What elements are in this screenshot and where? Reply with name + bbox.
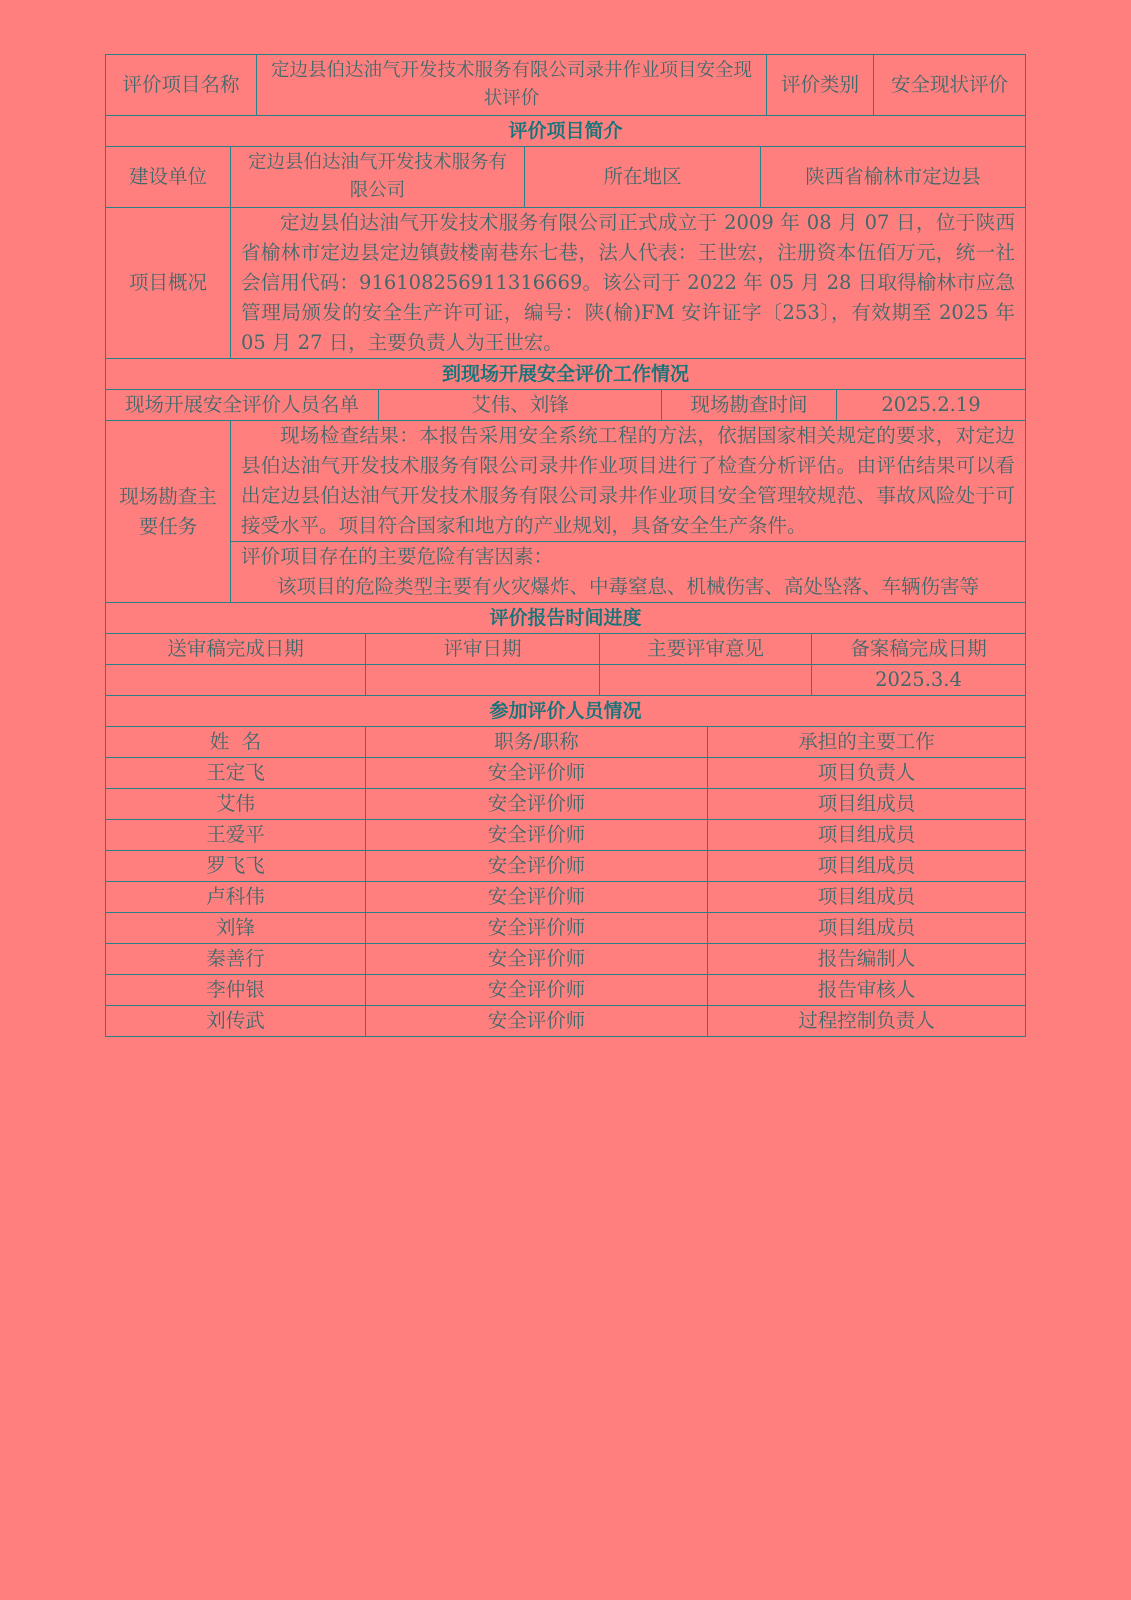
person-title: 安全评价师: [366, 851, 708, 882]
table-row: [106, 1006, 1026, 1037]
personnel-heading: 参加评价人员情况: [106, 696, 1026, 727]
construction-unit-row: [106, 147, 1026, 208]
review-date-header: 评审日期: [366, 634, 600, 665]
site-staff-label: 现场开展安全评价人员名单: [106, 390, 379, 421]
person-name: 艾伟: [106, 789, 366, 820]
duty-column-header: 承担的主要工作: [708, 727, 1026, 758]
project-name-value: 定边县伯达油气开发技术服务有限公司录井作业项目安全现状评价: [257, 55, 767, 116]
person-title: 安全评价师: [366, 944, 708, 975]
schedule-header-row: [106, 634, 1026, 665]
person-title: 安全评价师: [366, 789, 708, 820]
person-name: 卢科伟: [106, 882, 366, 913]
region-label: 所在地区: [525, 147, 761, 208]
submission-draft-date-header: 送审稿完成日期: [106, 634, 366, 665]
hazards-cell: [231, 542, 1026, 603]
category-value: 安全现状评价: [874, 55, 1026, 116]
person-role: 项目组成员: [708, 851, 1026, 882]
hazards-heading: 评价项目存在的主要危险有害因素：: [241, 545, 554, 568]
table-row: [106, 882, 1026, 913]
table-row: [106, 851, 1026, 882]
person-name: 王定飞: [106, 758, 366, 789]
site-staff-row: [106, 390, 1026, 421]
person-role: 报告编制人: [708, 944, 1026, 975]
review-opinion-header: 主要评审意见: [600, 634, 812, 665]
person-name: 罗飞飞: [106, 851, 366, 882]
person-role: 项目组成员: [708, 882, 1026, 913]
filing-draft-date-header: 备案稿完成日期: [812, 634, 1026, 665]
site-work-heading-row: [106, 359, 1026, 390]
person-name: 秦善行: [106, 944, 366, 975]
survey-tasks-row: [106, 421, 1026, 603]
project-name-label: 评价项目名称: [106, 55, 257, 116]
region-value: 陕西省榆林市定边县: [761, 147, 1026, 208]
person-role: 项目组成员: [708, 820, 1026, 851]
person-title: 安全评价师: [366, 758, 708, 789]
personnel-header-row: [106, 727, 1026, 758]
person-name: 刘锋: [106, 913, 366, 944]
survey-tasks-label: 现场勘查主要任务: [106, 421, 231, 603]
hazards-text: 该项目的危险类型主要有火灾爆炸、中毒窒息、机械伤害、高处坠落、车辆伤害等: [276, 575, 979, 598]
construction-unit-value: 定边县伯达油气开发技术服务有限公司: [231, 147, 525, 208]
project-name-row: [106, 55, 1026, 116]
evaluation-info-table: [105, 54, 1026, 1037]
name-column-header: 姓 名: [106, 727, 366, 758]
survey-time-value: 2025.2.19: [837, 390, 1026, 421]
person-name: 王爱平: [106, 820, 366, 851]
schedule-value-row: [106, 665, 1026, 696]
site-staff-value: 艾伟、刘锋: [379, 390, 662, 421]
table-row: [106, 975, 1026, 1006]
person-role: 报告审核人: [708, 975, 1026, 1006]
survey-result-text: 现场检查结果：本报告采用安全系统工程的方法，依据国家相关规定的要求，对定边县伯达油气开发技术服务有限公司录井作业项目进行了检查分析评估。由评估结果可以看出定边县伯达油气开发技术服务有限公司录井作业项目安全管理较规范、事故风险处于可接受水平。项目符合国家和地方的产业规划，具备安全生产条件。: [231, 421, 1026, 542]
table-row: [106, 789, 1026, 820]
table-row: [106, 913, 1026, 944]
person-role: 项目组成员: [708, 913, 1026, 944]
position-column-header: 职务/职称: [366, 727, 708, 758]
category-label: 评价类别: [767, 55, 874, 116]
person-title: 安全评价师: [366, 913, 708, 944]
survey-time-label: 现场勘查时间: [662, 390, 837, 421]
person-role: 过程控制负责人: [708, 1006, 1026, 1037]
person-title: 安全评价师: [366, 820, 708, 851]
person-name: 李仲银: [106, 975, 366, 1006]
filing-draft-date-value: 2025.3.4: [812, 665, 1026, 696]
submission-draft-date-value: [106, 665, 366, 696]
table-row: [106, 944, 1026, 975]
schedule-heading: 评价报告时间进度: [106, 603, 1026, 634]
person-role: 项目组成员: [708, 789, 1026, 820]
review-opinion-value: [600, 665, 812, 696]
project-overview-text: 定边县伯达油气开发技术服务有限公司正式成立于 2009 年 08 月 07 日，位于陕西省榆林市定边县定边镇鼓楼南巷东七巷，法人代表：王世宏，注册资本伍佰万元，统一社会信用代码：916108256911316669。该公司于 2022 年 05 月 28 日取得榆林市应急管理局颁发的安全生产许可证，编号：陕(榆)FM 安许证字〔253〕，有效期至 2025 年 05 月 27 日，主要负责人为王世宏。: [231, 208, 1026, 359]
site-work-heading: 到现场开展安全评价工作情况: [106, 359, 1026, 390]
intro-heading-row: [106, 116, 1026, 147]
review-date-value: [366, 665, 600, 696]
person-name: 刘传武: [106, 1006, 366, 1037]
schedule-heading-row: [106, 603, 1026, 634]
table-row: [106, 758, 1026, 789]
person-title: 安全评价师: [366, 882, 708, 913]
project-overview-label: 项目概况: [106, 208, 231, 359]
intro-heading: 评价项目简介: [106, 116, 1026, 147]
person-title: 安全评价师: [366, 975, 708, 1006]
person-role: 项目负责人: [708, 758, 1026, 789]
project-overview-row: [106, 208, 1026, 359]
person-title: 安全评价师: [366, 1006, 708, 1037]
construction-unit-label: 建设单位: [106, 147, 231, 208]
table-row: [106, 820, 1026, 851]
personnel-heading-row: [106, 696, 1026, 727]
